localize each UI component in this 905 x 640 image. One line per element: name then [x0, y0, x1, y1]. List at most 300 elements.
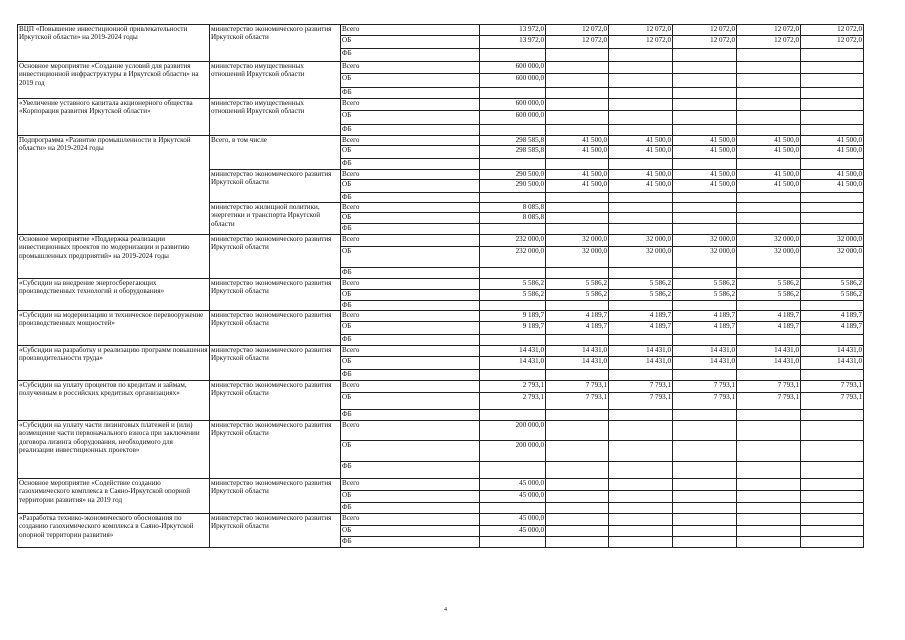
amount-cell: 4 189,7: [673, 311, 737, 322]
amount-cell: [673, 74, 737, 88]
amount-cell: [609, 74, 673, 88]
amount-cell: 14 431,0: [801, 346, 864, 357]
amount-cell: [737, 526, 801, 537]
measure-name-cell: «Субсидии на уплату процентов по кредитам и займам, полученным в российских кредитных организациях»: [18, 381, 210, 421]
amount-cell: [609, 421, 673, 441]
amount-cell: [801, 125, 864, 136]
amount-cell: [609, 462, 673, 479]
funding-source-cell: ОБ: [341, 36, 480, 49]
amount-cell: 14 431,0: [609, 357, 673, 370]
amount-cell: 41 500,0: [546, 170, 609, 180]
amount-cell: [546, 421, 609, 441]
amount-cell: [801, 268, 864, 279]
funding-source-cell: ФБ: [341, 193, 480, 203]
amount-cell: [546, 213, 609, 224]
funding-source-cell: ФБ: [341, 410, 480, 421]
amount-cell: [546, 301, 609, 311]
amount-cell: 4 189,7: [546, 322, 609, 335]
amount-cell: [801, 99, 864, 111]
funding-source-cell: ОБ: [341, 357, 480, 370]
table-body: [18, 25, 864, 548]
amount-cell: [480, 159, 546, 170]
amount-cell: 7 793,1: [546, 393, 609, 410]
amount-cell: [609, 410, 673, 421]
amount-cell: 2 793,1: [480, 393, 546, 410]
amount-cell: [737, 99, 801, 111]
amount-cell: 14 431,0: [546, 346, 609, 357]
amount-cell: [480, 335, 546, 346]
amount-cell: [546, 491, 609, 503]
funding-source-cell: Всего: [341, 381, 480, 393]
funding-source-cell: Всего: [341, 99, 480, 111]
table-row: [18, 136, 864, 146]
amount-cell: [801, 491, 864, 503]
amount-cell: [480, 88, 546, 99]
amount-cell: [673, 370, 737, 381]
amount-cell: [801, 74, 864, 88]
amount-cell: 32 000,0: [673, 235, 737, 247]
amount-cell: 14 431,0: [609, 346, 673, 357]
amount-cell: [801, 193, 864, 203]
funding-source-cell: Всего: [341, 203, 480, 213]
amount-cell: [737, 125, 801, 136]
amount-cell: [609, 335, 673, 346]
amount-cell: 41 500,0: [737, 180, 801, 193]
amount-cell: 41 500,0: [609, 180, 673, 193]
amount-cell: [546, 268, 609, 279]
amount-cell: [737, 159, 801, 170]
amount-cell: 32 000,0: [546, 247, 609, 268]
amount-cell: [737, 213, 801, 224]
responsible-executor-cell: министерство экономического развития Иркутской области: [210, 235, 341, 279]
funding-source-cell: ФБ: [341, 301, 480, 311]
amount-cell: 41 500,0: [546, 136, 609, 146]
amount-cell: [546, 193, 609, 203]
amount-cell: [546, 62, 609, 74]
amount-cell: [609, 193, 673, 203]
amount-cell: 8 085,8: [480, 213, 546, 224]
funding-source-cell: ОБ: [341, 441, 480, 462]
amount-cell: [546, 74, 609, 88]
funding-source-cell: ОБ: [341, 290, 480, 301]
amount-cell: 12 072,0: [546, 25, 609, 36]
amount-cell: 41 500,0: [673, 180, 737, 193]
amount-cell: [737, 491, 801, 503]
amount-cell: 41 500,0: [609, 146, 673, 159]
amount-cell: 9 189,7: [480, 311, 546, 322]
amount-cell: 5 586,2: [546, 279, 609, 290]
amount-cell: [737, 301, 801, 311]
amount-cell: 600 000,0: [480, 62, 546, 74]
amount-cell: 12 072,0: [609, 36, 673, 49]
amount-cell: 4 189,7: [673, 322, 737, 335]
amount-cell: [737, 410, 801, 421]
amount-cell: [673, 514, 737, 526]
table-row: [18, 99, 864, 111]
responsible-executor-cell: министерство имущественных отношений Иркутской области: [210, 62, 341, 99]
amount-cell: 32 000,0: [609, 247, 673, 268]
funding-source-cell: Всего: [341, 514, 480, 526]
amount-cell: 41 500,0: [801, 136, 864, 146]
funding-source-cell: Всего: [341, 25, 480, 36]
amount-cell: 4 189,7: [609, 322, 673, 335]
amount-cell: 5 586,2: [673, 279, 737, 290]
amount-cell: 200 000,0: [480, 441, 546, 462]
amount-cell: [609, 491, 673, 503]
amount-cell: 12 072,0: [801, 36, 864, 49]
responsible-executor-cell: министерство экономического развития Иркутской области: [210, 25, 341, 62]
amount-cell: 41 500,0: [737, 136, 801, 146]
amount-cell: [737, 370, 801, 381]
amount-cell: 5 586,2: [801, 279, 864, 290]
amount-cell: 14 431,0: [801, 357, 864, 370]
measure-name-cell: «Разработка технико-экономического обоснования по созданию газохимического комплекса в Саяно-Иркутской опорной территории развития»: [18, 514, 210, 548]
funding-source-cell: Всего: [341, 346, 480, 357]
funding-source-cell: Всего: [341, 279, 480, 290]
funding-source-cell: ФБ: [341, 224, 480, 235]
amount-cell: [546, 125, 609, 136]
amount-cell: 41 500,0: [609, 170, 673, 180]
amount-cell: 5 586,2: [801, 290, 864, 301]
amount-cell: 14 431,0: [480, 357, 546, 370]
amount-cell: 12 072,0: [609, 25, 673, 36]
funding-source-cell: ФБ: [341, 335, 480, 346]
amount-cell: 41 500,0: [737, 170, 801, 180]
amount-cell: [801, 441, 864, 462]
amount-cell: [673, 503, 737, 514]
amount-cell: [609, 479, 673, 491]
amount-cell: [609, 268, 673, 279]
amount-cell: [673, 88, 737, 99]
amount-cell: [801, 159, 864, 170]
amount-cell: [673, 462, 737, 479]
amount-cell: [609, 49, 673, 62]
amount-cell: [480, 125, 546, 136]
amount-cell: [673, 62, 737, 74]
amount-cell: [546, 503, 609, 514]
funding-source-cell: ФБ: [341, 88, 480, 99]
amount-cell: 12 072,0: [801, 25, 864, 36]
amount-cell: 5 586,2: [546, 290, 609, 301]
measure-name-cell: «Субсидии на разработку и реализацию программ повышения производительности труда»: [18, 346, 210, 381]
amount-cell: [737, 479, 801, 491]
amount-cell: 5 586,2: [480, 279, 546, 290]
amount-cell: 200 000,0: [480, 421, 546, 441]
amount-cell: [609, 514, 673, 526]
amount-cell: [673, 49, 737, 62]
amount-cell: [673, 99, 737, 111]
funding-source-cell: ОБ: [341, 393, 480, 410]
amount-cell: 13 972,0: [480, 25, 546, 36]
measure-name-cell: Основное мероприятие «Создание условий для развития инвестиционной инфраструктуры в Иркутской области» на 2019 год: [18, 62, 210, 99]
amount-cell: 41 500,0: [801, 180, 864, 193]
amount-cell: 8 085,8: [480, 203, 546, 213]
funding-source-cell: ФБ: [341, 49, 480, 62]
amount-cell: [546, 111, 609, 125]
table-row: [18, 25, 864, 36]
amount-cell: 12 072,0: [737, 36, 801, 49]
funding-source-cell: ФБ: [341, 537, 480, 548]
funding-source-cell: ОБ: [341, 526, 480, 537]
amount-cell: 41 500,0: [609, 136, 673, 146]
measure-name-cell: «Увеличение уставного капитала акционерного общества «Корпорация развития Иркутской области»: [18, 99, 210, 136]
funding-source-cell: ФБ: [341, 370, 480, 381]
amount-cell: 41 500,0: [737, 146, 801, 159]
amount-cell: [737, 193, 801, 203]
amount-cell: [737, 88, 801, 99]
amount-cell: [609, 441, 673, 462]
amount-cell: 41 500,0: [801, 170, 864, 180]
responsible-executor-cell: министерство экономического развития Иркутской области: [210, 346, 341, 381]
amount-cell: [480, 503, 546, 514]
amount-cell: [480, 410, 546, 421]
responsible-executor-cell: министерство экономического развития Иркутской области: [210, 479, 341, 514]
amount-cell: 32 000,0: [546, 235, 609, 247]
amount-cell: [546, 88, 609, 99]
amount-cell: [801, 62, 864, 74]
amount-cell: [801, 370, 864, 381]
funding-source-cell: Всего: [341, 421, 480, 441]
measure-name-cell: «Субсидии на уплату части лизинговых платежей и (или) возмещение части первоначального взноса при заключении договора лизинга оборудования, необходимого для реализации инвестиционных проектов»: [18, 421, 210, 479]
funding-source-cell: ФБ: [341, 125, 480, 136]
amount-cell: 41 500,0: [801, 146, 864, 159]
amount-cell: [737, 335, 801, 346]
responsible-executor-cell: министерство жилищной политики, энергетики и транспорта Иркутской области: [210, 203, 341, 235]
amount-cell: 232 000,0: [480, 235, 546, 247]
amount-cell: [546, 203, 609, 213]
amount-cell: [609, 125, 673, 136]
amount-cell: [609, 213, 673, 224]
amount-cell: [801, 203, 864, 213]
funding-source-cell: Всего: [341, 136, 480, 146]
amount-cell: [609, 203, 673, 213]
funding-source-cell: Всего: [341, 170, 480, 180]
amount-cell: [737, 111, 801, 125]
amount-cell: [801, 514, 864, 526]
amount-cell: [801, 88, 864, 99]
table-row: [18, 381, 864, 393]
amount-cell: 45 000,0: [480, 526, 546, 537]
amount-cell: 232 000,0: [480, 247, 546, 268]
amount-cell: [673, 301, 737, 311]
amount-cell: 5 586,2: [609, 290, 673, 301]
funding-source-cell: ОБ: [341, 146, 480, 159]
amount-cell: [673, 335, 737, 346]
amount-cell: [609, 159, 673, 170]
amount-cell: [673, 441, 737, 462]
funding-source-cell: Всего: [341, 479, 480, 491]
amount-cell: 2 793,1: [480, 381, 546, 393]
amount-cell: 41 500,0: [673, 146, 737, 159]
amount-cell: [546, 479, 609, 491]
responsible-executor-cell: министерство экономического развития Иркутской области: [210, 279, 341, 311]
amount-cell: [480, 370, 546, 381]
amount-cell: [609, 370, 673, 381]
amount-cell: [546, 462, 609, 479]
amount-cell: [546, 441, 609, 462]
funding-source-cell: ФБ: [341, 159, 480, 170]
amount-cell: [673, 526, 737, 537]
amount-cell: [737, 203, 801, 213]
measure-name-cell: «Субсидии на внедрение энергосберегающих производственных технологий и оборудования»: [18, 279, 210, 311]
amount-cell: [546, 410, 609, 421]
amount-cell: 7 793,1: [801, 393, 864, 410]
amount-cell: [609, 111, 673, 125]
amount-cell: [609, 526, 673, 537]
amount-cell: [546, 49, 609, 62]
amount-cell: [480, 301, 546, 311]
amount-cell: 5 586,2: [480, 290, 546, 301]
table-row: [18, 514, 864, 526]
amount-cell: 290 500,0: [480, 180, 546, 193]
amount-cell: 7 793,1: [673, 381, 737, 393]
amount-cell: 45 000,0: [480, 491, 546, 503]
table-row: [18, 235, 864, 247]
amount-cell: [546, 335, 609, 346]
amount-cell: [801, 335, 864, 346]
amount-cell: [609, 503, 673, 514]
amount-cell: [737, 537, 801, 548]
measure-name-cell: «Субсидии на модернизацию и техническое перевооружение производственных мощностей»: [18, 311, 210, 346]
amount-cell: 14 431,0: [546, 357, 609, 370]
amount-cell: 13 972,0: [480, 36, 546, 49]
amount-cell: [480, 537, 546, 548]
amount-cell: 4 189,7: [801, 311, 864, 322]
amount-cell: 45 000,0: [480, 479, 546, 491]
amount-cell: [480, 268, 546, 279]
amount-cell: [673, 224, 737, 235]
responsible-executor-cell: министерство имущественных отношений Иркутской области: [210, 99, 341, 136]
amount-cell: 7 793,1: [546, 381, 609, 393]
amount-cell: [801, 111, 864, 125]
amount-cell: 600 000,0: [480, 99, 546, 111]
funding-source-cell: ОБ: [341, 180, 480, 193]
funding-source-cell: ОБ: [341, 322, 480, 335]
amount-cell: [737, 74, 801, 88]
amount-cell: [801, 462, 864, 479]
amount-cell: [673, 111, 737, 125]
amount-cell: 14 431,0: [673, 357, 737, 370]
amount-cell: [737, 514, 801, 526]
amount-cell: [609, 88, 673, 99]
amount-cell: [737, 503, 801, 514]
amount-cell: [801, 301, 864, 311]
amount-cell: 4 189,7: [546, 311, 609, 322]
amount-cell: 4 189,7: [609, 311, 673, 322]
amount-cell: [673, 410, 737, 421]
responsible-executor-cell: министерство экономического развития Иркутской области: [210, 170, 341, 203]
amount-cell: [609, 99, 673, 111]
amount-cell: 32 000,0: [609, 235, 673, 247]
amount-cell: [673, 125, 737, 136]
measure-name-cell: ВЦП «Повышение инвестиционной привлекательности Иркутской области» на 2019-2024 годы: [18, 25, 210, 62]
amount-cell: 7 793,1: [801, 381, 864, 393]
table-row: [18, 311, 864, 322]
amount-cell: [609, 224, 673, 235]
amount-cell: 12 072,0: [737, 25, 801, 36]
funding-source-cell: ФБ: [341, 268, 480, 279]
amount-cell: 32 000,0: [801, 247, 864, 268]
amount-cell: 14 431,0: [673, 346, 737, 357]
amount-cell: [801, 479, 864, 491]
measure-name-cell: Подпрограмма «Развитие промышленности в Иркутской области» на 2019-2024 годы: [18, 136, 210, 235]
table-row: [18, 479, 864, 491]
amount-cell: 12 072,0: [546, 36, 609, 49]
amount-cell: 4 189,7: [737, 311, 801, 322]
amount-cell: [801, 410, 864, 421]
amount-cell: [546, 224, 609, 235]
amount-cell: 4 189,7: [801, 322, 864, 335]
amount-cell: [673, 203, 737, 213]
responsible-executor-cell: Всего, в том числе: [210, 136, 341, 170]
amount-cell: 7 793,1: [737, 381, 801, 393]
measure-name-cell: Основное мероприятие «Поддержка реализации инвестиционных проектов по модернизации и развитию промышленных предприятий» на 2019-2024 годы: [18, 235, 210, 279]
amount-cell: [673, 479, 737, 491]
amount-cell: 4 189,7: [737, 322, 801, 335]
amount-cell: [546, 537, 609, 548]
amount-cell: 14 431,0: [737, 346, 801, 357]
funding-source-cell: Всего: [341, 311, 480, 322]
amount-cell: [801, 503, 864, 514]
amount-cell: 41 500,0: [673, 170, 737, 180]
amount-cell: [737, 441, 801, 462]
funding-source-cell: ОБ: [341, 213, 480, 224]
amount-cell: [673, 268, 737, 279]
responsible-executor-cell: министерство экономического развития Иркутской области: [210, 311, 341, 346]
amount-cell: 32 000,0: [801, 235, 864, 247]
responsible-executor-cell: министерство экономического развития Иркутской области: [210, 381, 341, 421]
amount-cell: [737, 62, 801, 74]
amount-cell: [546, 159, 609, 170]
amount-cell: 12 072,0: [673, 36, 737, 49]
amount-cell: 32 000,0: [737, 247, 801, 268]
amount-cell: 14 431,0: [480, 346, 546, 357]
funding-source-cell: ФБ: [341, 462, 480, 479]
funding-source-cell: Всего: [341, 62, 480, 74]
amount-cell: [801, 224, 864, 235]
amount-cell: 600 000,0: [480, 74, 546, 88]
amount-cell: 298 585,8: [480, 136, 546, 146]
amount-cell: [609, 301, 673, 311]
amount-cell: [673, 491, 737, 503]
amount-cell: [673, 421, 737, 441]
amount-cell: 14 431,0: [737, 357, 801, 370]
amount-cell: 7 793,1: [737, 393, 801, 410]
funding-source-cell: ОБ: [341, 74, 480, 88]
budget-table: [17, 24, 864, 548]
amount-cell: [546, 514, 609, 526]
amount-cell: 5 586,2: [609, 279, 673, 290]
amount-cell: [480, 224, 546, 235]
amount-cell: 12 072,0: [673, 25, 737, 36]
amount-cell: [546, 526, 609, 537]
amount-cell: [480, 462, 546, 479]
amount-cell: [673, 537, 737, 548]
amount-cell: 5 586,2: [737, 279, 801, 290]
amount-cell: [480, 193, 546, 203]
amount-cell: 32 000,0: [673, 247, 737, 268]
table-row: [18, 279, 864, 290]
amount-cell: 45 000,0: [480, 514, 546, 526]
amount-cell: 298 585,8: [480, 146, 546, 159]
amount-cell: 32 000,0: [737, 235, 801, 247]
amount-cell: 7 793,1: [673, 393, 737, 410]
amount-cell: [480, 49, 546, 62]
amount-cell: [737, 49, 801, 62]
amount-cell: [546, 370, 609, 381]
amount-cell: [609, 62, 673, 74]
funding-source-cell: ОБ: [341, 111, 480, 125]
